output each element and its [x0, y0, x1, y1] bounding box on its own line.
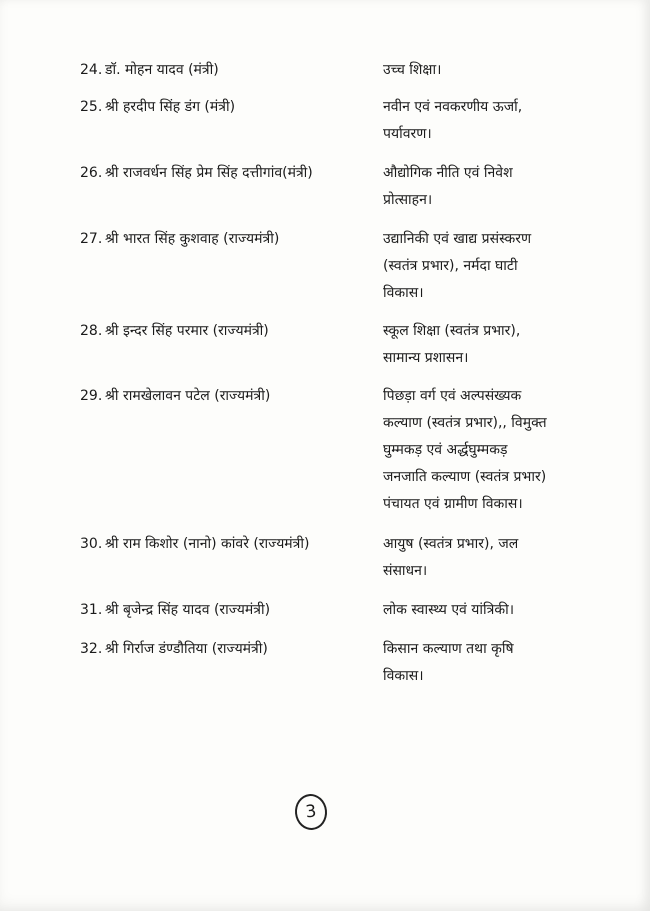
portfolio-line: स्कूल शिक्षा (स्वतंत्र प्रभार),: [383, 323, 521, 339]
portfolio-line: विकास।: [383, 285, 424, 301]
entry-number: 24.: [80, 62, 103, 78]
portfolio: [383, 383, 573, 518]
entry-number: 26.: [80, 165, 103, 181]
entry-number: 32.: [80, 641, 103, 657]
entry-number: 30.: [80, 536, 103, 552]
minister-name: श्री बृजेन्द्र सिंह यादव (राज्यमंत्री): [105, 602, 271, 618]
portfolio-line: नवीन एवं नवकरणीय ऊर्जा,: [383, 99, 523, 115]
portfolio-line: घुम्मकड़ एवं अर्द्धघुम्मकड़: [383, 442, 508, 458]
portfolio: [383, 226, 573, 307]
minister-name: श्री इन्दर सिंह परमार (राज्यमंत्री): [105, 323, 269, 339]
portfolio: [383, 597, 573, 624]
portfolio-line: संसाधन।: [383, 563, 428, 579]
portfolio: [383, 531, 573, 585]
portfolio-line: पर्यावरण।: [383, 126, 432, 142]
minister-name: डॉ. मोहन यादव (मंत्री): [105, 62, 219, 78]
minister-name: श्री राम किशोर (नानो) कांवरे (राज्यमंत्री): [105, 536, 310, 552]
portfolio-line: कल्याण (स्वतंत्र प्रभार),, विमुक्त: [383, 415, 547, 431]
portfolio: [383, 636, 573, 690]
portfolio-line: उद्यानिकी एवं खाद्य प्रसंस्करण: [383, 231, 532, 247]
entry-number: 29.: [80, 388, 103, 404]
portfolio-line: पिछड़ा वर्ग एवं अल्पसंख्यक: [383, 388, 522, 404]
portfolio: [383, 94, 573, 148]
page-number: 3: [293, 792, 329, 831]
portfolio-line: आयुष (स्वतंत्र प्रभार), जल: [383, 536, 519, 552]
minister-name: श्री हरदीप सिंह डंग (मंत्री): [105, 99, 236, 115]
entry-number: 28.: [80, 323, 103, 339]
minister-name: श्री रामखेलावन पटेल (राज्यमंत्री): [105, 388, 271, 404]
minister-name: श्री भारत सिंह कुशवाह (राज्यमंत्री): [105, 231, 280, 247]
portfolio-line: किसान कल्याण तथा कृषि: [383, 641, 514, 657]
portfolio-line: सामान्य प्रशासन।: [383, 350, 469, 366]
portfolio-line: जनजाति कल्याण (स्वतंत्र प्रभार): [383, 469, 547, 485]
entry-number: 31.: [80, 602, 103, 618]
minister-name: श्री गिर्राज डंण्डौतिया (राज्यमंत्री): [105, 641, 268, 657]
portfolio-line: उच्च शिक्षा।: [383, 62, 442, 78]
portfolio-line: विकास।: [383, 668, 424, 684]
portfolio-line: लोक स्वास्थ्य एवं यांत्रिकी।: [383, 602, 515, 618]
portfolio: [383, 57, 573, 84]
portfolio-line: प्रोत्साहन।: [383, 192, 433, 208]
portfolio: [383, 160, 573, 214]
entry-number: 27.: [80, 231, 103, 247]
portfolio: [383, 318, 573, 372]
portfolio-line: पंचायत एवं ग्रामीण विकास।: [383, 496, 523, 512]
portfolio-line: औद्योगिक नीति एवं निवेश: [383, 165, 513, 181]
entry-number: 25.: [80, 99, 103, 115]
portfolio-line: (स्वतंत्र प्रभार), नर्मदा घाटी: [383, 258, 518, 274]
minister-name: श्री राजवर्धन सिंह प्रेम सिंह दत्तीगांव(मंत्री): [105, 165, 313, 181]
